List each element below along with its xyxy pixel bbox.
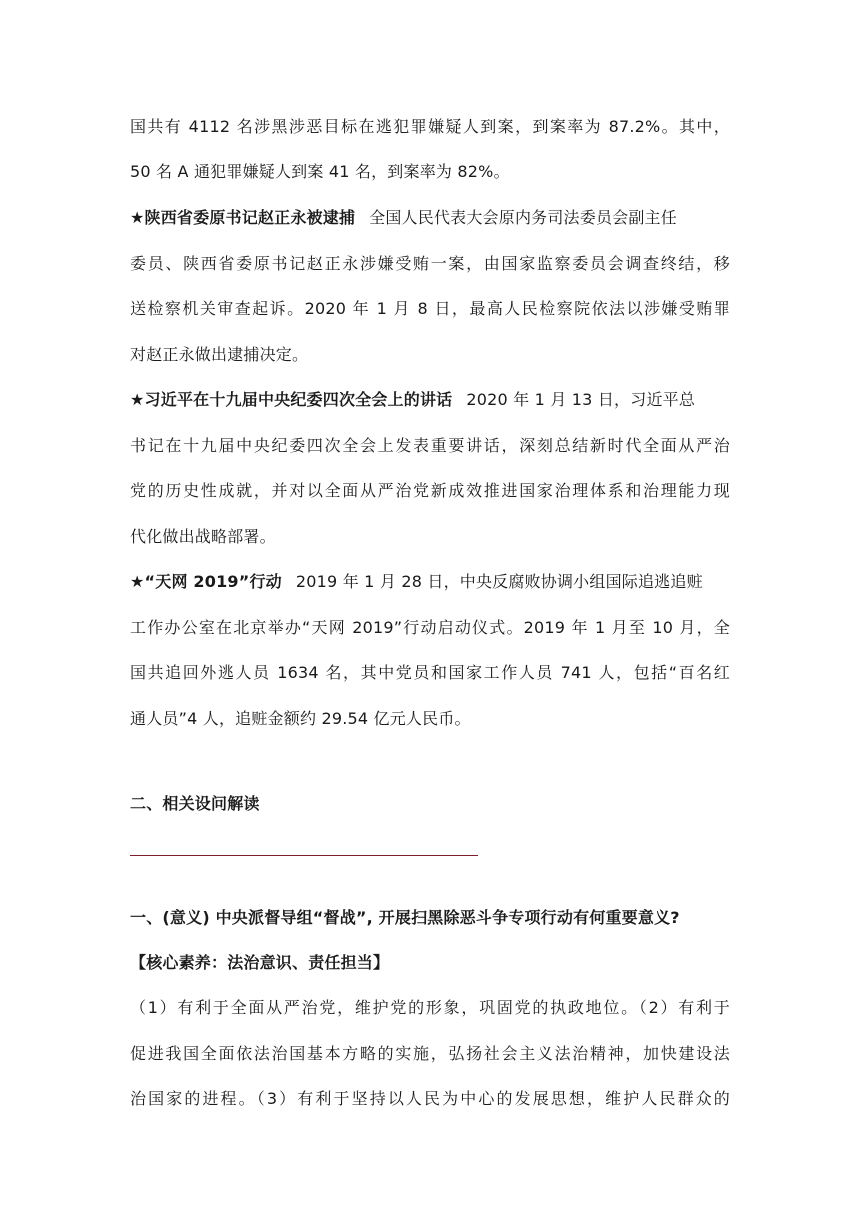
paragraph-text: 全国人民代表大会原内务司法委员会副主任 [369, 208, 677, 227]
paragraph-line: 50 名 A 通犯罪嫌疑人到案 41 名，到案率为 82%。 [130, 162, 510, 181]
answer-line: 促进我国全面依法治国基本方略的实施，弘扬社会主义法治精神，加快建设法 [130, 1044, 730, 1063]
paragraph-text: 2020 年 1 月 13 日，习近平总 [466, 390, 696, 409]
paragraph-line: 对赵正永做出逮捕决定。 [130, 345, 309, 364]
paragraph-line: 党的历史性成就，并对以全面从严治党新成效推进国家治理体系和治理能力现 [130, 481, 730, 500]
question-heading: 一、(意义) 中央派督导组“督战”, 开展扫黑除恶斗争专项行动有何重要意义? [130, 908, 680, 927]
section-title: 二、相关设问解读 [130, 794, 260, 813]
paragraph-line: 委员、陕西省委原书记赵正永涉嫌受贿一案，由国家监察委员会调查终结，移 [130, 254, 730, 273]
news-item-heading: ★“天网 2019”行动 [130, 572, 282, 591]
section-divider [130, 855, 478, 856]
paragraph-line: 代化做出战略部署。 [130, 527, 276, 546]
news-item-zhao-zhengyong [130, 207, 730, 229]
answer-line: 治国家的进程。（3）有利于坚持以人民为中心的发展思想，维护人民群众的 [130, 1089, 730, 1108]
paragraph-line: 书记在十九届中央纪委四次全会上发表重要讲话，深刻总结新时代全面从严治 [130, 436, 730, 455]
core-literacy-label: 【核心素养：法治意识、责任担当】 [130, 953, 390, 972]
news-item-heading: ★习近平在十九届中央纪委四次全会上的讲话 [130, 390, 453, 409]
answer-line: （1）有利于全面从严治党，维护党的形象，巩固党的执政地位。（2）有利于 [130, 998, 730, 1017]
paragraph-line: 通人员”4 人，追赃金额约 29.54 亿元人民币。 [130, 709, 471, 728]
news-item-xi-speech [130, 389, 730, 411]
news-item-skynet-2019 [130, 571, 730, 593]
paragraph-line: 国共有 4112 名涉黑涉恶目标在逃犯罪嫌疑人到案，到案率为 87.2%。其中， [130, 117, 730, 136]
paragraph-line: 国共追回外逃人员 1634 名，其中党员和国家工作人员 741 人，包括“百名红 [130, 663, 730, 682]
paragraph-line: 送检察机关审查起诉。2020 年 1 月 8 日，最高人民检察院依法以涉嫌受贿罪 [130, 299, 730, 318]
paragraph-line: 工作办公室在北京举办“天网 2019”行动启动仪式。2019 年 1 月至 10 月，全 [130, 618, 730, 637]
news-item-heading: ★陕西省委原书记赵正永被逮捕 [130, 208, 356, 227]
paragraph-text: 2019 年 1 月 28 日，中央反腐败协调小组国际追逃追赃 [295, 572, 703, 591]
